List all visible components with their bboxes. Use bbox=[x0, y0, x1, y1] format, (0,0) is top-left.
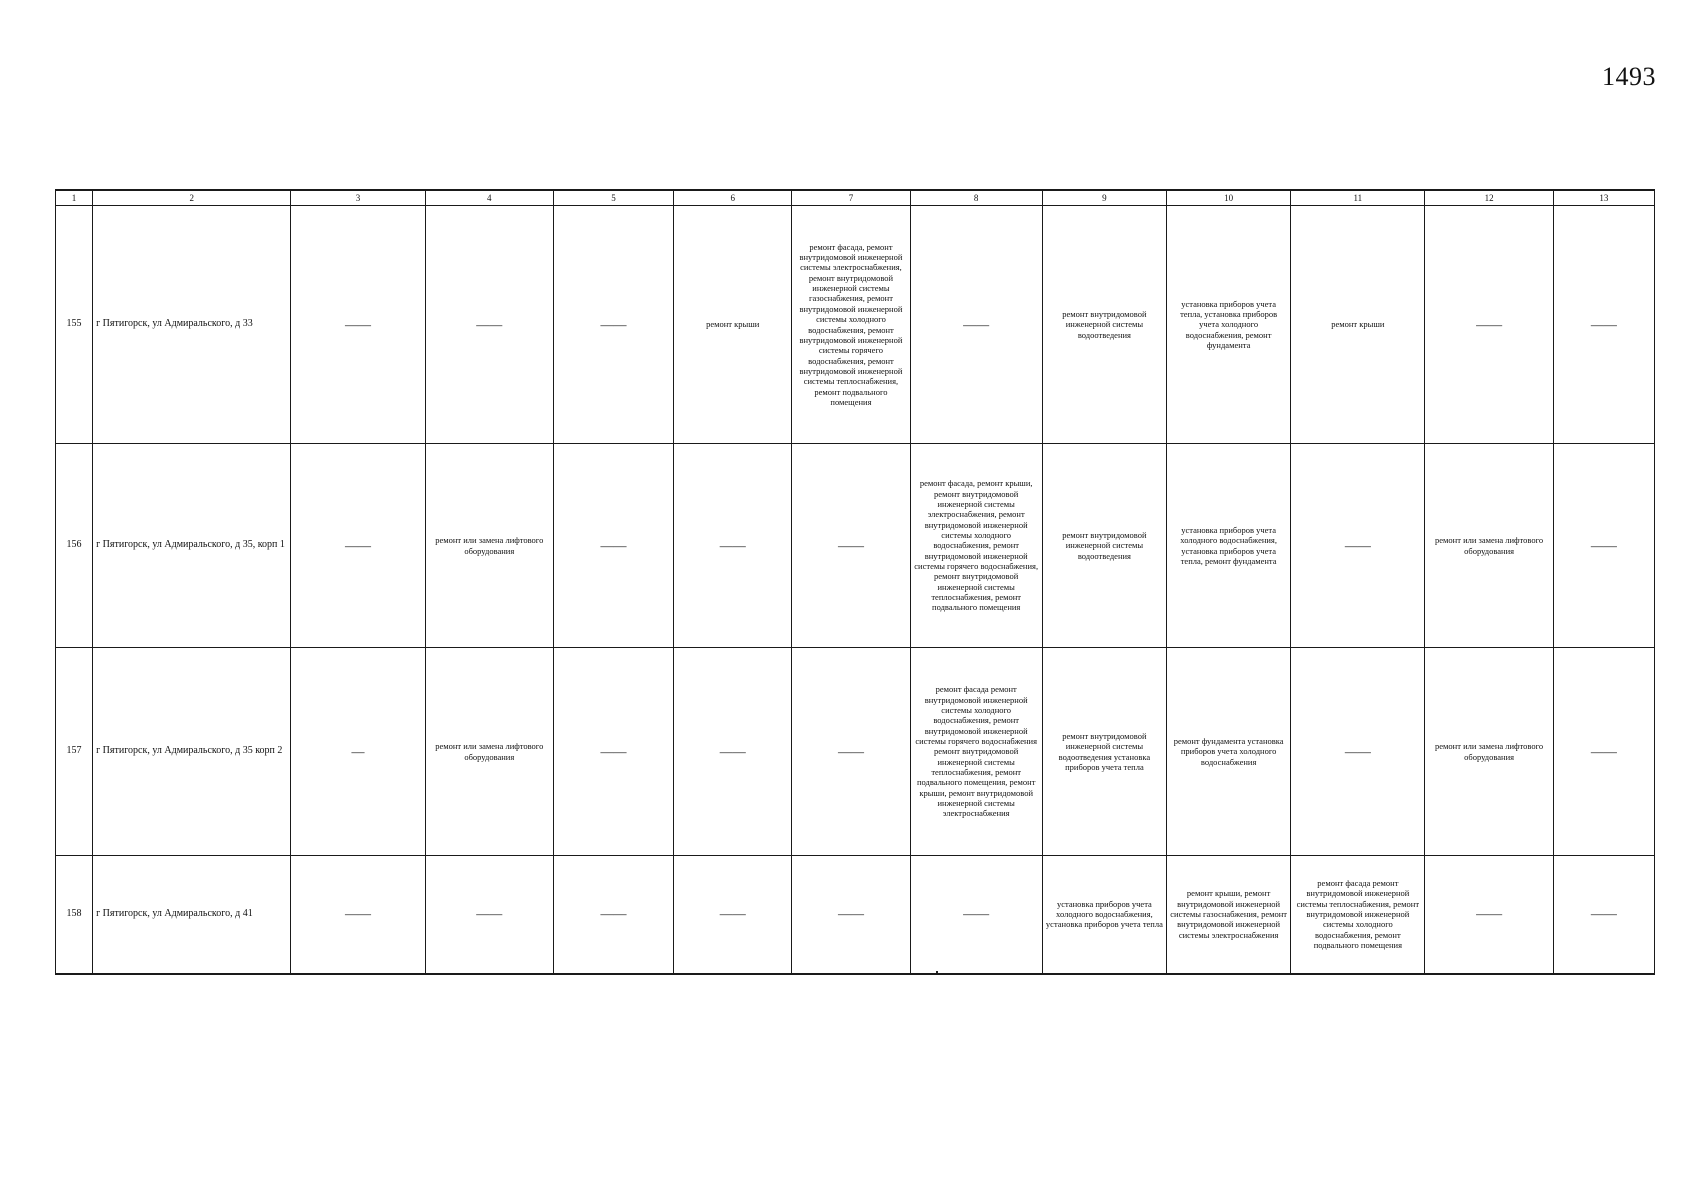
cell-col-9: ремонт внутридомовой инженерной системы водоотведения bbox=[1042, 444, 1166, 648]
column-number-row bbox=[56, 190, 1655, 206]
cell-col-4: ремонт или замена лифтового оборудования bbox=[425, 444, 553, 648]
cell-col-5: —— bbox=[553, 206, 673, 444]
col-header-8: 8 bbox=[910, 190, 1042, 206]
cell-col-8: —— bbox=[910, 206, 1042, 444]
cell-col-11: —— bbox=[1291, 648, 1425, 856]
cell-col-8: ремонт фасада ремонт внутридомовой инженерной системы холодного водоснабжения, ремонт внутридомовой инженерной системы горячего водоснабжения ремонт внутридомовой инженерной системы теплоснабжения, ремонт подвального помещения, ремонт крыши, ремонт внутридомовой инженерной системы электроснабжения bbox=[910, 648, 1042, 856]
cell-col-5: —— bbox=[553, 648, 673, 856]
cell-col-9: установка приборов учета холодного водоснабжения, установка приборов учета тепла bbox=[1042, 856, 1166, 974]
cell-col-7: —— bbox=[792, 856, 910, 974]
scan-speck bbox=[936, 971, 938, 973]
table-row bbox=[56, 648, 1655, 856]
cell-col-7: —— bbox=[792, 444, 910, 648]
address-cell: г Пятигорск, ул Адмиральского, д 41 bbox=[93, 856, 291, 974]
cell-col-9: ремонт внутридомовой инженерной системы водоотведения bbox=[1042, 206, 1166, 444]
col-header-2: 2 bbox=[93, 190, 291, 206]
col-header-9: 9 bbox=[1042, 190, 1166, 206]
cell-col-6: ремонт крыши bbox=[674, 206, 792, 444]
col-header-1: 1 bbox=[56, 190, 93, 206]
cell-col-10: установка приборов учета холодного водоснабжения, установка приборов учета тепла, ремонт фундамента bbox=[1167, 444, 1291, 648]
address-cell: г Пятигорск, ул Адмиральского, д 35 корп 2 bbox=[93, 648, 291, 856]
col-header-3: 3 bbox=[291, 190, 425, 206]
cell-col-10: ремонт фундамента установка приборов учета холодного водоснабжения bbox=[1167, 648, 1291, 856]
row-number: 157 bbox=[56, 648, 93, 856]
cell-col-6: —— bbox=[674, 444, 792, 648]
cell-col-11: ремонт фасада ремонт внутридомовой инженерной системы теплоснабжения, ремонт внутридомовой инженерной системы холодного водоснабжения, ремонт подвального помещения bbox=[1291, 856, 1425, 974]
table-row bbox=[56, 444, 1655, 648]
address-cell: г Пятигорск, ул Адмиральского, д 35, корп 1 bbox=[93, 444, 291, 648]
cell-col-13: —— bbox=[1553, 206, 1654, 444]
cell-col-8: ремонт фасада, ремонт крыши, ремонт внутридомовой инженерной системы электроснабжения, ремонт внутридомовой инженерной системы холодного водоснабжения, ремонт внутридомовой инженерной системы горячего водоснабжения, ремонт внутридомовой инженерной системы теплоснабжения, ремонт подвального помещения bbox=[910, 444, 1042, 648]
cell-col-12: ремонт или замена лифтового оборудования bbox=[1425, 444, 1553, 648]
cell-col-13: —— bbox=[1553, 648, 1654, 856]
cell-col-4: ремонт или замена лифтового оборудования bbox=[425, 648, 553, 856]
cell-col-4: —— bbox=[425, 856, 553, 974]
col-header-6: 6 bbox=[674, 190, 792, 206]
cell-col-11: ремонт крыши bbox=[1291, 206, 1425, 444]
col-header-10: 10 bbox=[1167, 190, 1291, 206]
row-number: 158 bbox=[56, 856, 93, 974]
cell-col-3: —— bbox=[291, 444, 425, 648]
cell-col-3: — bbox=[291, 648, 425, 856]
address-cell: г Пятигорск, ул Адмиральского, д 33 bbox=[93, 206, 291, 444]
row-number: 156 bbox=[56, 444, 93, 648]
col-header-11: 11 bbox=[1291, 190, 1425, 206]
cell-col-5: —— bbox=[553, 856, 673, 974]
cell-col-12: ремонт или замена лифтового оборудования bbox=[1425, 648, 1553, 856]
cell-col-12: —— bbox=[1425, 856, 1553, 974]
cell-col-8: —— bbox=[910, 856, 1042, 974]
col-header-12: 12 bbox=[1425, 190, 1553, 206]
cell-col-6: —— bbox=[674, 856, 792, 974]
cell-col-13: —— bbox=[1553, 856, 1654, 974]
cell-col-10: установка приборов учета тепла, установка приборов учета холодного водоснабжения, ремонт фундамента bbox=[1167, 206, 1291, 444]
page-number: 1493 bbox=[1602, 62, 1656, 91]
col-header-5: 5 bbox=[553, 190, 673, 206]
cell-col-7: —— bbox=[792, 648, 910, 856]
cell-col-3: —— bbox=[291, 856, 425, 974]
cell-col-13: —— bbox=[1553, 444, 1654, 648]
cell-col-10: ремонт крыши, ремонт внутридомовой инженерной системы газоснабжения, ремонт внутридомовой инженерной системы электроснабжения bbox=[1167, 856, 1291, 974]
col-header-4: 4 bbox=[425, 190, 553, 206]
table-row bbox=[56, 856, 1655, 974]
col-header-7: 7 bbox=[792, 190, 910, 206]
table-row bbox=[56, 206, 1655, 444]
cell-col-3: —— bbox=[291, 206, 425, 444]
col-header-13: 13 bbox=[1553, 190, 1654, 206]
cell-col-4: —— bbox=[425, 206, 553, 444]
cell-col-7: ремонт фасада, ремонт внутридомовой инженерной системы электроснабжения, ремонт внутридомовой инженерной системы газоснабжения, ремонт внутридомовой инженерной системы холодного водоснабжения, ремонт внутридомовой инженерной системы горячего водоснабжения, ремонт внутридомовой инженерной системы теплоснабжения, ремонт подвального помещения bbox=[792, 206, 910, 444]
cell-col-9: ремонт внутридомовой инженерной системы водоотведения установка приборов учета тепла bbox=[1042, 648, 1166, 856]
cell-col-12: —— bbox=[1425, 206, 1553, 444]
row-number: 155 bbox=[56, 206, 93, 444]
repair-schedule-table bbox=[55, 189, 1655, 975]
cell-col-5: —— bbox=[553, 444, 673, 648]
cell-col-11: —— bbox=[1291, 444, 1425, 648]
cell-col-6: —— bbox=[674, 648, 792, 856]
